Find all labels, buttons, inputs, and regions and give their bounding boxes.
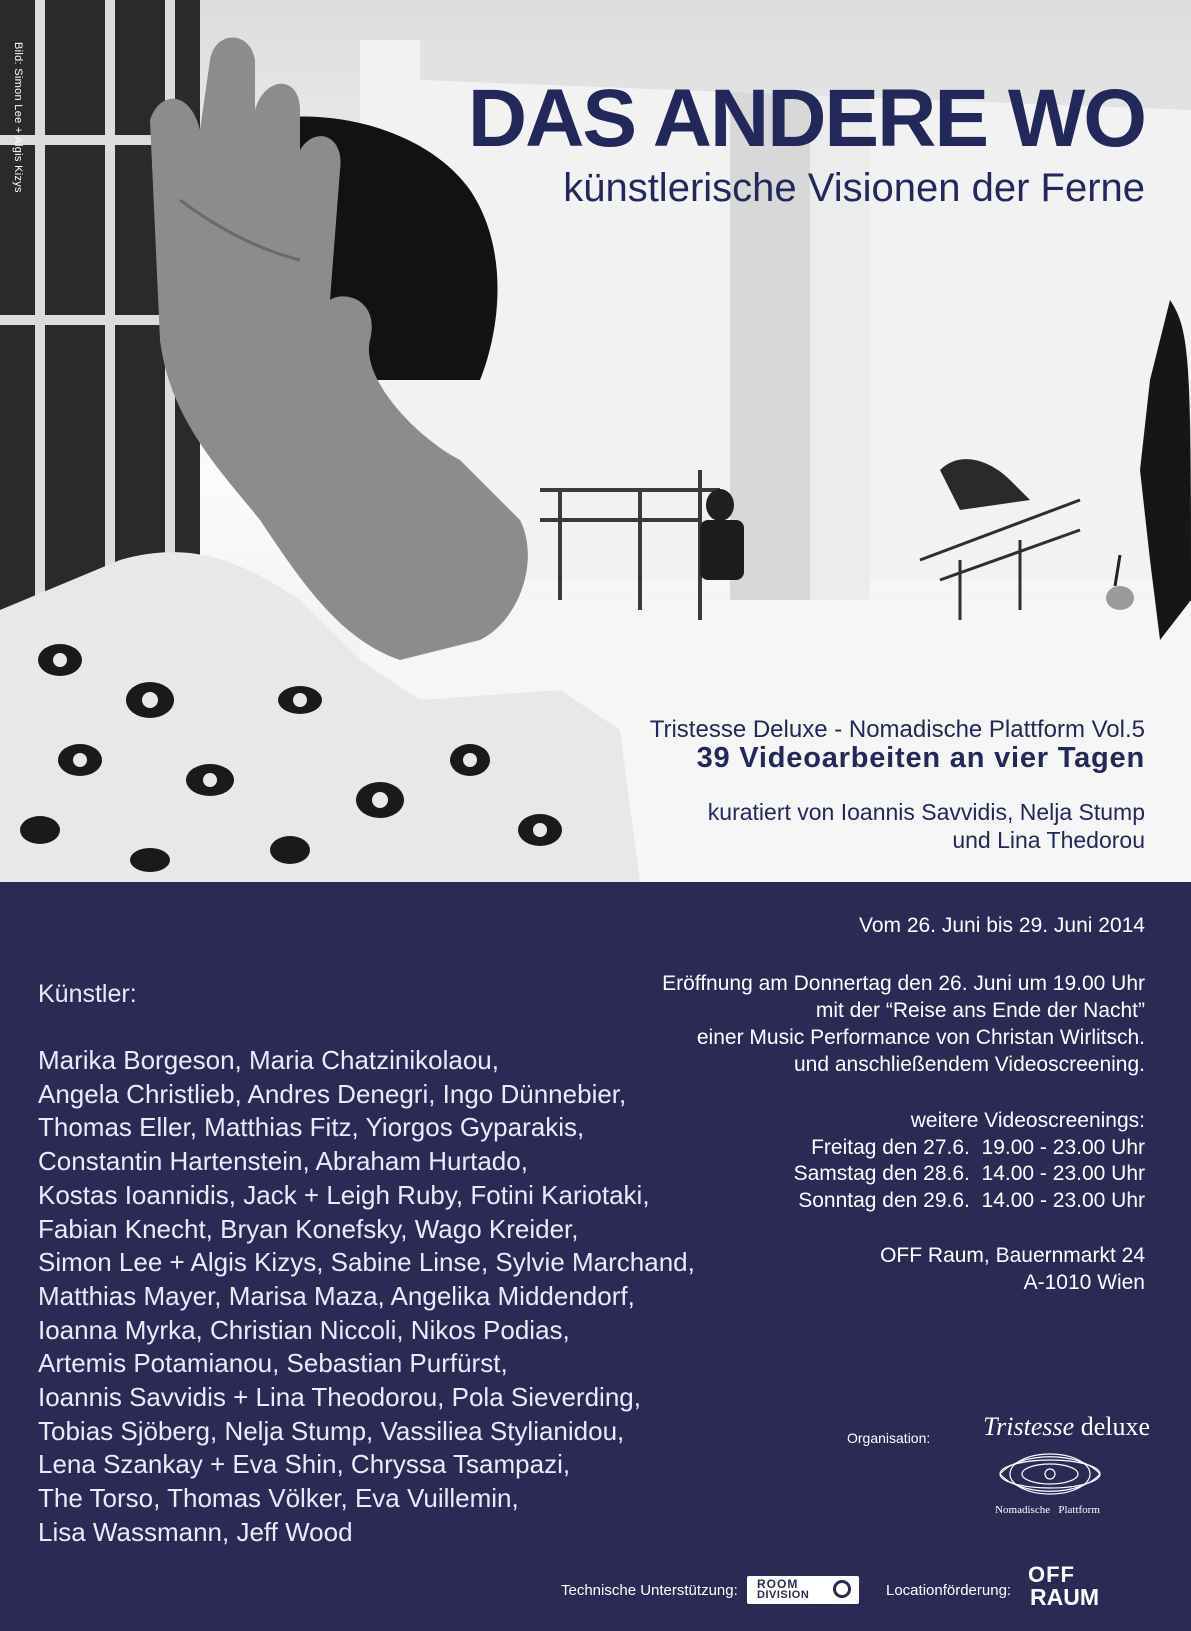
curators-line: und Lina Thedorou <box>952 827 1145 853</box>
artist-line: Ioannis Savvidis + Lina Theodorou, Pola Sieverding, <box>38 1382 641 1413</box>
poster-title: DAS ANDERE WO <box>467 73 1145 164</box>
artists-heading: Künstler: <box>38 980 137 1008</box>
curators <box>708 798 1145 854</box>
opening-line: und anschließendem Videoscreening. <box>793 1053 1145 1076</box>
organisation-label: Organisation: <box>847 1430 931 1446</box>
photo-credit: Bild: Simon Lee + Algis Kizys <box>12 42 24 193</box>
screening-line: Sonntag den 29.6. 14.00 - 23.00 Uhr <box>798 1188 1145 1212</box>
room-logo-line1: ROOM <box>757 1577 799 1591</box>
room-logo-line2: DIVISION <box>757 1589 810 1601</box>
artist-line: Artemis Potamianou, Sebastian Purfürst, <box>38 1348 508 1379</box>
series-line: Tristesse Deluxe - Nomadische Plattform Vol.5 <box>649 716 1145 743</box>
artist-line: Constantin Hartenstein, Abraham Hurtado, <box>38 1146 528 1177</box>
venue-address <box>880 1242 1145 1296</box>
artists-list <box>38 1044 695 1550</box>
artist-line: Fabian Knecht, Bryan Konefsky, Wago Kreider, <box>38 1213 579 1244</box>
tristesse-swirl-logo <box>945 1412 1150 1516</box>
event-dates: Vom 26. Juni bis 29. Juni 2014 <box>858 914 1145 937</box>
artist-line: Tobias Sjöberg, Nelja Stump, Vassiliea Stylianidou, <box>38 1415 625 1446</box>
opening-info <box>662 970 1145 1078</box>
room-logo-circle-icon <box>833 1580 851 1598</box>
off-logo-line1: OFF <box>1028 1562 1075 1587</box>
screening-line: Freitag den 27.6. 19.00 - 23.00 Uhr <box>811 1135 1145 1159</box>
info-panel <box>0 882 1191 1631</box>
off-raum-logo <box>1024 1562 1149 1610</box>
screening-heading: weitere Videoscreenings: <box>910 1109 1145 1132</box>
artist-line: Ioanna Myrka, Christian Niccoli, Nikos Podias, <box>38 1314 570 1345</box>
opening-line: mit der “Reise ans Ende der Nacht” <box>815 999 1145 1022</box>
curators-line: kuratiert von Ioannis Savvidis, Nelja Stump <box>707 799 1145 825</box>
organisation-brand <box>945 1412 1150 1442</box>
location-support-label: Locationförderung: <box>886 1582 1012 1599</box>
opening-line: Eröffnung am Donnertag den 26. Juni um 19.00 Uhr <box>662 972 1145 995</box>
artist-line: Lisa Wassmann, Jeff Wood <box>38 1516 353 1547</box>
tech-support-label: Technische Unterstützung: <box>561 1582 738 1599</box>
screening-line: Samstag den 28.6. 14.00 - 23.00 Uhr <box>793 1162 1145 1185</box>
poster-subtitle: künstlerische Visionen der Ferne <box>563 166 1145 210</box>
artist-line: Marika Borgeson, Maria Chatzinikolaou, <box>38 1045 499 1075</box>
artist-line: Simon Lee + Algis Kizys, Sabine Linse, Sylvie Marchand, <box>38 1247 695 1278</box>
room-division-logo <box>747 1576 859 1604</box>
venue-line: OFF Raum, Bauernmarkt 24 <box>880 1244 1145 1267</box>
artist-line: Angela Christlieb, Andres Denegri, Ingo Dünnebier, <box>38 1078 627 1109</box>
headline: 39 Videoarbeiten an vier Tagen <box>696 742 1145 774</box>
artist-line: Kostas Ioannidis, Jack + Leigh Ruby, Fotini Kariotaki, <box>38 1179 650 1210</box>
brand-italic: Tristesse <box>983 1412 1075 1441</box>
artist-line: The Torso, Thomas Völker, Eva Vuillemin, <box>38 1483 519 1514</box>
swirl-ornament-icon <box>990 1446 1110 1502</box>
artist-line: Matthias Mayer, Marisa Maza, Angelika Middendorf, <box>38 1280 635 1311</box>
artist-line: Lena Szankay + Eva Shin, Chryssa Tsampazi, <box>38 1449 571 1480</box>
brand-plain: deluxe <box>1080 1412 1150 1441</box>
screening-schedule <box>794 1108 1145 1214</box>
brand-subtitle: Nomadische Plattform <box>995 1504 1100 1516</box>
artist-line: Thomas Eller, Matthias Fitz, Yiorgos Gyparakis, <box>38 1112 585 1143</box>
opening-line: einer Music Performance von Christan Wirlitsch. <box>696 1026 1145 1049</box>
off-logo-line2: RAUM <box>1030 1584 1099 1610</box>
venue-line: A-1010 Wien <box>1023 1271 1145 1294</box>
